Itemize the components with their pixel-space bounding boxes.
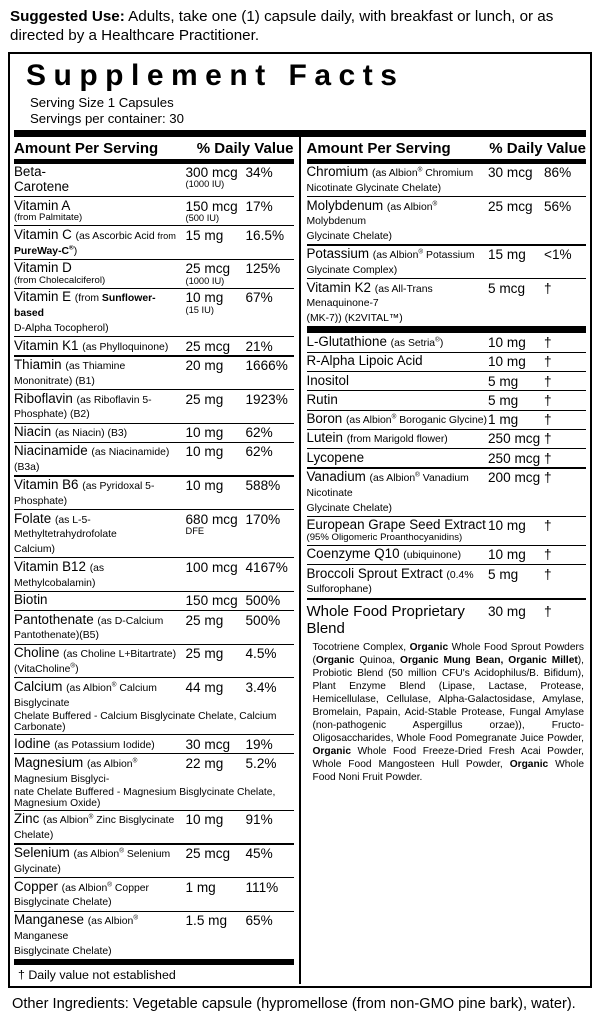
nutrient-amount: 25 mg <box>185 646 224 662</box>
nutrient-amount: 10 mg <box>185 425 224 441</box>
nutrient-daily-value: 91% <box>245 812 273 828</box>
nutrient-daily-value: 62% <box>245 444 273 460</box>
nutrient-row <box>14 477 294 509</box>
nutrient-row <box>307 546 587 564</box>
nutrient-daily-value: † <box>544 470 552 486</box>
nutrient-name: Folate (as L-5-Methyltetrahydrofolate Calcium) <box>14 510 117 556</box>
nutrient-name: Vitamin B6 (as Pyridoxal 5-Phosphate) <box>14 477 155 507</box>
left-header-dv: % Daily Value <box>196 140 294 158</box>
nutrient-name: Biotin <box>14 592 48 608</box>
nutrient-daily-value: † <box>544 412 552 428</box>
nutrient-amount: 10 mg <box>488 547 526 563</box>
nutrient-name: L-Glutathione (as Setria®) <box>306 333 444 349</box>
nutrient-name: Inositol <box>306 372 349 388</box>
blend-dv: † <box>544 602 552 619</box>
nutrient-amount: 25 mcg <box>185 338 231 354</box>
nutrient-name: Magnesium (as Albion® Magnesium Bisglyci- <box>14 754 138 785</box>
nutrient-amount: 300 mcg (1000 IU) <box>185 165 238 190</box>
nutrient-daily-value: † <box>544 547 552 563</box>
nutrient-daily-value: † <box>544 334 552 350</box>
nutrient-row <box>14 678 294 710</box>
nutrient-amount: 250 mcg <box>488 450 541 466</box>
nutrient-name: Vitamin K1 (as Phylloquinone) <box>14 337 169 353</box>
nutrient-name: Vitamin B12 (as Methylcobalamin) <box>14 558 105 589</box>
nutrient-row <box>14 289 294 336</box>
nutrient-daily-value: 3.4% <box>245 679 277 695</box>
nutrient-name: European Grape Seed Extract (95% Oligomeric Proanthocyanidins) <box>306 517 486 544</box>
nutrient-daily-value: 111% <box>245 879 279 895</box>
nutrient-amount: 15 mg <box>488 247 526 263</box>
panel-columns <box>14 137 586 984</box>
nutrient-row <box>14 510 294 557</box>
serving-info <box>12 93 588 130</box>
nutrient-name: Potassium (as Albion® Potassium Glycinate Complex) <box>306 246 475 276</box>
nutrient-row <box>307 391 587 409</box>
panel-top-divider <box>14 130 586 137</box>
nutrient-name: Beta- Carotene <box>14 164 70 194</box>
nutrient-name: Vitamin E (from Sunflower-based D-Alpha Tocopherol) <box>14 289 156 334</box>
nutrient-row <box>14 735 294 753</box>
nutrient-amount: 10 mg <box>185 444 224 460</box>
proprietary-blend-row <box>307 600 587 639</box>
nutrient-amount: 150 mcg (500 IU) <box>185 198 238 223</box>
nutrient-name: Boron (as Albion® Boroganic Glycine) <box>306 411 488 427</box>
nutrient-amount: 44 mg <box>185 679 224 695</box>
nutrient-amount: 5 mg <box>488 373 519 389</box>
nutrient-row <box>14 754 294 786</box>
nutrient-amount: 30 mcg <box>488 165 533 181</box>
suggested-use-block <box>0 0 600 49</box>
nutrient-amount: 1 mg <box>185 879 216 895</box>
panel-title: Supplement Facts <box>26 59 405 93</box>
nutrient-daily-value: 19% <box>245 736 273 752</box>
nutrient-row <box>14 645 294 677</box>
supplement-facts-panel <box>8 52 592 988</box>
nutrient-amount: 1.5 mg <box>185 913 228 929</box>
nutrient-daily-value: † <box>544 373 552 389</box>
nutrient-name: Vitamin A (from Palmitate) <box>14 197 83 224</box>
nutrient-name: Broccoli Sprout Extract (0.4% Sulforophane) <box>306 565 474 596</box>
nutrient-name: Thiamin (as Thiamine Mononitrate) (B1) <box>14 357 126 387</box>
nutrient-row <box>14 811 294 843</box>
nutrient-name-continued: Chelate Buffered - Calcium Bisglycinate Chelate, Calcium Carbonate) <box>14 710 277 734</box>
nutrient-daily-value: 65% <box>245 913 273 929</box>
blend-name: Whole Food Proprietary Blend <box>306 602 465 637</box>
nutrient-daily-value: 4.5% <box>245 646 277 662</box>
nutrient-row <box>14 260 294 288</box>
other-ingredients: Other Ingredients: Vegetable capsule (hypromellose (from non-GMO pine bark), water). <box>12 995 576 1012</box>
nutrient-name: Riboflavin (as Riboflavin 5-Phosphate) (B2) <box>14 390 152 421</box>
nutrient-row <box>307 411 587 429</box>
nutrient-daily-value: 5.2% <box>245 755 277 771</box>
nutrient-name: Vanadium (as Albion® Vanadium Nicotinate Glycinate Chelate) <box>306 469 469 514</box>
nutrient-amount: 25 mcg <box>488 198 533 214</box>
nutrient-amount: 25 mg <box>185 391 224 407</box>
nutrient-amount: 10 mg <box>488 334 526 350</box>
nutrient-amount: 200 mcg <box>488 470 541 486</box>
nutrient-daily-value: 34% <box>245 165 273 181</box>
nutrient-row <box>14 197 294 225</box>
nutrient-daily-value: † <box>544 450 552 466</box>
nutrient-daily-value: † <box>544 431 552 447</box>
nutrient-daily-value: † <box>544 280 552 296</box>
serving-size: Serving Size 1 Capsules <box>30 95 174 111</box>
nutrient-row <box>307 353 587 371</box>
left-column-header <box>14 137 294 159</box>
nutrient-row <box>307 469 587 516</box>
nutrient-row <box>14 592 294 610</box>
nutrient-name: Coenzyme Q10 (ubiquinone) <box>306 546 462 562</box>
nutrient-row <box>14 337 294 355</box>
nutrient-amount: 5 mg <box>488 566 519 582</box>
nutrient-daily-value: † <box>544 518 552 534</box>
nutrient-amount: 25 mcg <box>185 846 231 861</box>
nutrient-daily-value: 1666% <box>245 358 288 374</box>
nutrient-name: Vitamin D (from Cholecalciferol) <box>14 260 106 287</box>
nutrient-amount: 15 mg <box>185 227 224 243</box>
nutrient-amount: 22 mg <box>185 755 224 771</box>
nutrient-amount: 10 mg <box>488 354 526 370</box>
nutrient-name: Copper (as Albion® Copper Bisglycinate Chelate) <box>14 878 149 909</box>
right-nutrient-rows <box>307 164 587 598</box>
nutrient-daily-value: <1% <box>544 247 572 263</box>
nutrient-name: Niacin (as Niacin) (B3) <box>14 424 128 440</box>
nutrient-name: Molybdenum (as Albion® Molybdenum Glycinate Chelate) <box>306 197 438 243</box>
nutrient-name: Choline (as Choline L+Bitartrate) (VitaCholine®) <box>14 645 177 676</box>
nutrient-name: Niacinamide (as Niacinamide) (B3a) <box>14 443 170 474</box>
nutrient-daily-value: † <box>544 354 552 370</box>
nutrient-daily-value: 62% <box>245 425 273 441</box>
nutrient-column-left <box>14 137 299 984</box>
nutrient-name: Lycopene <box>306 449 365 465</box>
nutrient-row <box>14 878 294 910</box>
nutrient-amount: 680 mcg DFE <box>185 511 238 536</box>
nutrient-row <box>307 246 587 278</box>
nutrient-daily-value: 67% <box>245 290 273 306</box>
nutrient-amount: 10 mg <box>185 478 224 494</box>
nutrient-amount: 150 mcg <box>185 593 238 609</box>
nutrient-daily-value: 125% <box>245 261 281 277</box>
nutrient-column-right <box>299 137 587 984</box>
nutrient-name: Lutein (from Marigold flower) <box>306 430 448 446</box>
nutrient-name: R-Alpha Lipoic Acid <box>306 353 423 369</box>
nutrient-row <box>307 279 587 326</box>
left-header-amount: Amount Per Serving <box>14 140 159 158</box>
nutrient-row <box>307 372 587 390</box>
nutrient-daily-value: 1923% <box>245 391 288 407</box>
nutrient-row <box>14 226 294 258</box>
nutrient-row <box>307 517 587 545</box>
nutrient-amount: 100 mcg <box>185 559 238 575</box>
nutrient-row <box>307 164 587 196</box>
nutrient-amount: 25 mg <box>185 612 224 628</box>
nutrient-row <box>14 558 294 590</box>
suggested-use-label: Suggested Use: <box>10 8 125 25</box>
nutrient-row <box>14 912 294 959</box>
nutrient-row <box>14 424 294 442</box>
nutrient-daily-value: 500% <box>245 593 281 609</box>
nutrient-daily-value: 56% <box>544 198 572 214</box>
nutrient-daily-value: 588% <box>245 478 281 494</box>
nutrient-name: Rutin <box>306 391 338 407</box>
nutrient-daily-value: 4167% <box>245 559 288 575</box>
nutrient-name: Iodine (as Potassium Iodide) <box>14 735 155 751</box>
right-column-header <box>307 137 587 159</box>
nutrient-daily-value: 170% <box>245 511 281 527</box>
right-header-amount: Amount Per Serving <box>306 140 451 158</box>
nutrient-row <box>14 164 294 196</box>
nutrient-row <box>307 449 587 467</box>
nutrient-daily-value: 16.5% <box>245 227 285 243</box>
blend-amount: 30 mg <box>488 603 526 619</box>
nutrient-daily-value: 17% <box>245 198 273 214</box>
nutrient-name: Zinc (as Albion® Zinc Bisglycinate Chelate) <box>14 811 175 842</box>
nutrient-row <box>14 357 294 389</box>
nutrient-amount: 1 mg <box>488 412 519 428</box>
nutrient-name: Manganese (as Albion® Manganese Bisglycinate Chelate) <box>14 912 139 957</box>
nutrient-name-continued: nate Chelate Buffered - Magnesium Bisglycinate Chelate, Magnesium Oxide) <box>14 786 276 810</box>
nutrient-row <box>307 565 587 597</box>
nutrient-name: Pantothenate (as D-Calcium Pantothenate)(B5) <box>14 611 164 642</box>
nutrient-row <box>14 845 294 877</box>
nutrient-amount: 5 mcg <box>488 280 526 296</box>
nutrient-amount: 10 mg <box>185 812 224 828</box>
nutrient-row <box>307 430 587 448</box>
daily-value-footnote: † Daily value not established <box>18 967 176 982</box>
nutrient-amount: 10 mg <box>488 518 526 534</box>
nutrient-amount: 30 mcg <box>185 736 231 752</box>
left-nutrient-rows <box>14 164 294 959</box>
blend-ingredient-list: Tocotriene Complex, Organic Whole Food Sprout Powders (Organic Quinoa, Organic Mung Bean, Organic Millet), Probiotic Blend (50 million CFU's Acidophilus/B. Bifidum), Plant Enzyme Blend (Lipase, Lactase, Protease, Hemicellulase, Cellulase, Alpha-Galactosidase, Amylase, Bromelain, Papain, Acid-Stable Protease, Fungal Amylase (non-pathogenic Aspergillus orzae)), Fructo-Oligosaccharides, Whole Food Pomegranate Juice Powder, Organic Whole Food Freeze-Dried Fresh Acai Powder, Whole Food Mangosteen Hull Powder, Organic Whole Food Noni Fruit Powder. <box>312 641 585 783</box>
nutrient-amount: 20 mg <box>185 358 224 374</box>
nutrient-name: Chromium (as Albion® Chromium Nicotinate Glycinate Chelate) <box>306 164 474 194</box>
nutrient-amount: 10 mg (15 IU) <box>185 290 224 315</box>
nutrient-daily-value: 21% <box>245 338 273 354</box>
nutrient-row <box>14 390 294 422</box>
nutrient-daily-value: † <box>544 566 552 582</box>
servings-per-container: Servings per container: 30 <box>30 110 184 126</box>
right-header-dv: % Daily Value <box>489 140 586 158</box>
suggested-use-text: Adults, take one (1) capsule daily, with breakfast or lunch, or as directed by a Healthcare Practitioner. <box>10 8 554 44</box>
nutrient-name: Vitamin K2 (as All-Trans Menaquinone-7 (MK-7)) (K2VITAL™) <box>306 279 433 325</box>
nutrient-row <box>14 443 294 475</box>
nutrient-amount: 250 mcg <box>488 431 541 447</box>
nutrient-row <box>14 611 294 643</box>
nutrient-daily-value: 45% <box>245 846 273 861</box>
nutrient-daily-value: 86% <box>544 165 572 181</box>
nutrient-daily-value: † <box>544 392 552 408</box>
nutrient-name: Vitamin C (as Ascorbic Acid from PureWay-C®) <box>14 226 176 257</box>
nutrient-row <box>307 333 587 351</box>
nutrient-daily-value: 500% <box>245 612 281 628</box>
nutrient-name: Calcium (as Albion® Calcium Bisglycinate <box>14 678 157 709</box>
nutrient-name: Selenium (as Albion® Selenium Glycinate) <box>14 845 171 875</box>
nutrient-row <box>307 197 587 244</box>
nutrient-amount: 25 mcg (1000 IU) <box>185 261 231 286</box>
nutrient-amount: 5 mg <box>488 392 519 408</box>
